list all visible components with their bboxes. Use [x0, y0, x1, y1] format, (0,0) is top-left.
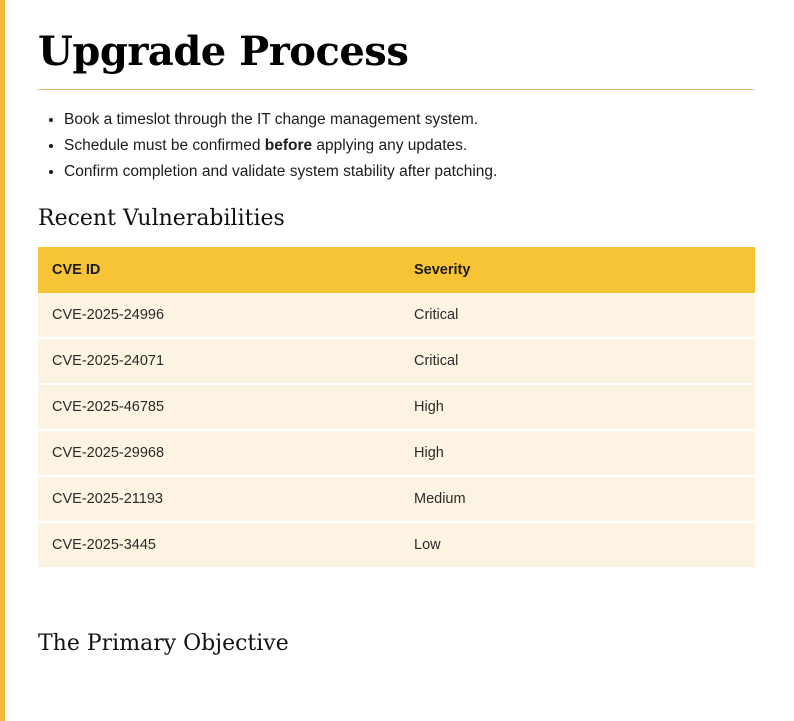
- cell-cve-id: CVE-2025-24996: [38, 293, 400, 338]
- cell-cve-id: CVE-2025-46785: [38, 384, 400, 430]
- table-row: [38, 384, 755, 430]
- list-item-text: Book a timeslot through the IT change management system.: [64, 111, 479, 128]
- cell-severity: Medium: [400, 476, 755, 522]
- cell-severity: High: [400, 384, 755, 430]
- page-title: Upgrade Process: [38, 28, 409, 75]
- table-row: [38, 293, 755, 338]
- cell-cve-id: CVE-2025-29968: [38, 430, 400, 476]
- section-heading-primary-objective: The Primary Objective: [38, 631, 289, 657]
- list-item: [64, 134, 754, 158]
- section-heading-recent-vulnerabilities: Recent Vulnerabilities: [38, 206, 285, 232]
- table-row: [38, 522, 755, 568]
- page-accent-bar: [0, 0, 5, 721]
- cell-severity: Critical: [400, 338, 755, 384]
- upgrade-process-list: [38, 108, 754, 184]
- list-item: [64, 160, 754, 184]
- table-row: [38, 476, 755, 522]
- column-header-cve-id: CVE ID: [38, 247, 400, 293]
- cell-cve-id: CVE-2025-21193: [38, 476, 400, 522]
- cell-severity: Low: [400, 522, 755, 568]
- cell-cve-id: CVE-2025-24071: [38, 338, 400, 384]
- table-row: [38, 430, 755, 476]
- table-row: [38, 338, 755, 384]
- list-item-emphasis: before: [264, 137, 313, 155]
- cell-severity: Critical: [400, 293, 755, 338]
- title-divider: [38, 89, 754, 90]
- list-item-text: Confirm completion and validate system stability after patching.: [64, 163, 498, 181]
- cell-cve-id: CVE-2025-3445: [38, 522, 400, 568]
- table-header-row: [38, 247, 755, 293]
- cell-severity: High: [400, 430, 755, 476]
- column-header-severity: Severity: [400, 247, 755, 293]
- list-item: [64, 108, 754, 132]
- list-item-text: Schedule must be confirmed: [64, 137, 265, 155]
- list-item-text-tail: applying any updates.: [312, 137, 468, 155]
- vulnerabilities-table: [38, 247, 755, 569]
